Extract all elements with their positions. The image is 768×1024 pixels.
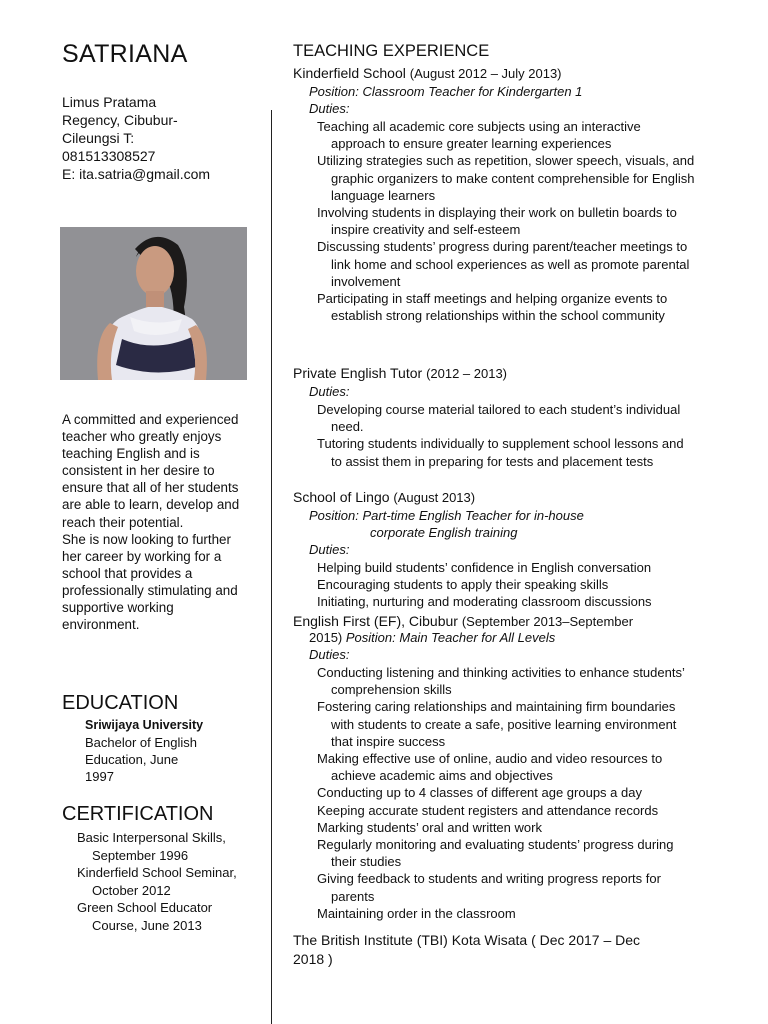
job-position [309,84,582,99]
profile-photo [60,227,247,380]
certification-list [77,829,252,934]
job-employer: Private English Tutor [293,365,423,381]
duty-item: Maintaining order in the classroom [317,905,516,921]
teaching-experience-heading: TEACHING EXPERIENCE [293,42,490,60]
education-degree-line: 1997 [85,769,114,784]
job-dates: (August 2013) [393,490,476,505]
job-dates: (2012 – 2013) [426,366,508,381]
phone-number: 081513308527 [62,148,156,164]
duties-list [317,664,697,922]
position-label: Position: [309,508,359,523]
job-title [293,65,562,81]
duty-item: Utilizing strategies such as repetition, slower speech, visuals, and graphic organizers to make content comprehensible for English language learners [317,153,695,203]
job-employer: School of Lingo [293,489,390,505]
job-title [293,365,507,381]
position-label: Position: [345,630,396,645]
certification-item: Green School Educator Course, June 2013 [77,900,213,933]
job-title [293,613,633,629]
candidate-name: SATRIANA [62,40,188,68]
position-text: Main Teacher for All Levels [399,630,556,645]
position-text: Part-time English Teacher for in-house [362,508,584,523]
summary-paragraph: A committed and experienced teacher who greatly enjoys teaching English and is consistent in her desire to ensure that all of her students are able to learn, develop and reach their potential. [62,412,240,530]
profile-summary [62,411,252,633]
job-title-continued: 2018 ) [293,951,333,967]
job-dates-continued [309,630,555,645]
position-label: Position: [309,84,359,99]
education-school: Sriwijaya University [85,718,204,732]
duty-item: Regularly monitoring and evaluating students’ progress during their studies [317,837,674,870]
duty-item: Keeping accurate student registers and attendance records [317,802,659,818]
duty-item: Involving students in displaying their work on bulletin boards to inspire creativity and self-esteem [317,205,677,238]
job-title [293,489,475,505]
duty-item: Initiating, nurturing and moderating classroom discussions [317,594,652,610]
duty-item: Helping build students’ confidence in English conversation [317,560,652,575]
duty-item: Fostering caring relationships and maintaining firm boundaries with students to create a safe, positive learning environment that inspire success [317,699,677,749]
job-dates: 2015) [309,630,343,645]
duties-label: Duties: [309,384,350,399]
duty-item: Participating in staff meetings and helping organize events to establish strong relationships within the school community [317,291,668,324]
certification-item: Kinderfield School Seminar, October 2012 [77,865,237,898]
email-address: E: ita.satria@gmail.com [62,166,211,182]
education-entry [85,717,225,785]
duty-item: Encouraging students to apply their speaking skills [317,577,609,593]
job-position-continued: corporate English training [370,525,518,540]
duty-item: Making effective use of online, audio and video resources to achieve academic aims and objectives [317,751,663,784]
column-divider [271,110,272,1024]
address-line: Cileungsi T: [62,130,135,146]
position-text: Classroom Teacher for Kindergarten 1 [362,84,583,99]
job-dates: (August 2012 – July 2013) [409,66,562,81]
duties-label: Duties: [309,647,350,662]
duties-list [317,559,717,611]
address-line: Regency, Cibubur- [62,112,178,128]
address-line: Limus Pratama [62,94,157,110]
job-dates: (September 2013–September [461,614,634,629]
education-degree-line: Bachelor of English [85,735,198,750]
duties-list [317,118,697,324]
duties-list [317,401,697,470]
duty-item: Conducting up to 4 classes of different age groups a day [317,785,642,801]
education-heading: EDUCATION [62,692,179,714]
duty-item: Discussing students’ progress during parent/teacher meetings to link home and school experiences as well as promote parental involvement [317,239,690,289]
job-employer: Kinderfield School [293,65,406,81]
duty-item: Teaching all academic core subjects using an interactive approach to ensure greater learning experiences [317,119,641,152]
duties-label: Duties: [309,101,350,116]
duty-item: Conducting listening and thinking activities to enhance students’ comprehension skills [317,665,685,698]
education-degree-line: Education, June [85,752,179,767]
duty-item: Tutoring students individually to supplement school lessons and to assist them in preparing for tests and placement tests [317,436,684,469]
certification-heading: CERTIFICATION [62,803,214,825]
contact-block [62,93,222,183]
duty-item: Giving feedback to students and writing progress reports for parents [317,871,661,904]
job-title: The British Institute (TBI) Kota Wisata ( Dec 2017 – Dec [293,932,641,948]
duties-label: Duties: [309,542,350,557]
duty-item: Marking students’ oral and written work [317,819,542,835]
duty-item: Developing course material tailored to each student’s individual need. [317,402,681,435]
certification-item: Basic Interpersonal Skills, September 1996 [77,830,226,863]
job-position [309,508,584,523]
job-employer: English First (EF), Cibubur [293,613,458,629]
summary-paragraph: She is now looking to further her career by working for a school that provides a professionally stimulating and supportive working environment. [62,531,238,633]
